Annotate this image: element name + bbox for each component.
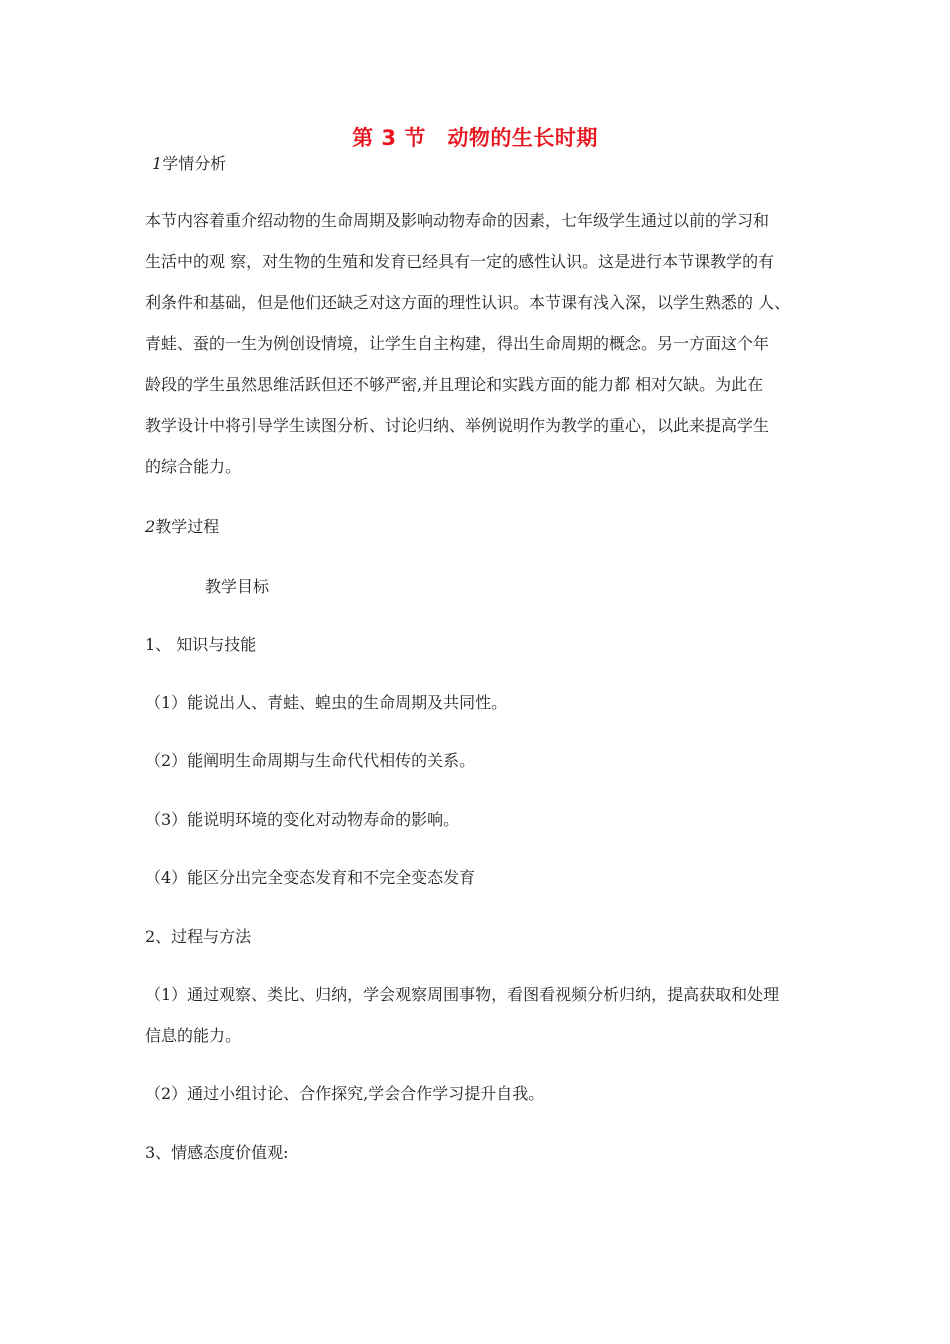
paragraph-line: 利条件和基础，但是他们还缺乏对这方面的理性认识。本节课有浅入深，以学生熟悉的 人、 — [145, 293, 791, 312]
list-item: （2）通过小组讨论、合作探究,学会合作学习提升自我。 — [145, 1084, 545, 1103]
section-heading-2 — [145, 516, 219, 538]
list-item: （1）通过观察、类比、归纳，学会观察周围事物，看图看视频分析归纳，提高获取和处理 — [145, 985, 780, 1004]
list-item: （1）能说出人、青蛙、蝗虫的生命周期及共同性。 — [145, 693, 508, 712]
list-item: （4）能区分出完全变态发育和不完全变态发育 — [145, 868, 476, 887]
paragraph-line: 青蛙、蚕的一生为例创设情境，让学生自主构建，得出生命周期的概念。另一方面这个年 — [145, 334, 770, 353]
list-item: （3）能说明环境的变化对动物寿命的影响。 — [145, 810, 460, 829]
list-item: （2）能阐明生命周期与生命代代相传的关系。 — [145, 751, 476, 770]
section-title: 学情分析 — [162, 154, 227, 173]
paragraph-line: 生活中的观 察，对生物的生殖和发育已经具有一定的感性认识。这是进行本节课教学的有 — [145, 252, 775, 271]
section-heading-1 — [152, 153, 226, 175]
list-item: 2、过程与方法 — [145, 927, 252, 946]
paragraph-line: 龄段的学生虽然思维活跃但还不够严密,并且理论和实践方面的能力都 相对欠缺。为此在 — [145, 375, 764, 394]
page-title: 第 3 节 动物的生长时期 — [352, 126, 598, 150]
paragraph-line: 的综合能力。 — [145, 457, 242, 476]
list-item: 1、 知识与技能 — [145, 635, 257, 654]
section-title: 教学过程 — [155, 517, 220, 536]
list-item: 3、情感态度价值观: — [145, 1143, 289, 1162]
section-number: 1 — [152, 154, 163, 173]
list-item: 信息的能力。 — [145, 1026, 242, 1045]
paragraph-line: 教学设计中将引导学生读图分析、讨论归纳、举例说明作为教学的重心，以此来提高学生 — [145, 416, 770, 435]
section-number: 2 — [145, 517, 156, 536]
paragraph-line: 本节内容着重介绍动物的生命周期及影响动物寿命的因素，七年级学生通过以前的学习和 — [145, 211, 770, 230]
subheading: 教学目标 — [205, 577, 270, 596]
